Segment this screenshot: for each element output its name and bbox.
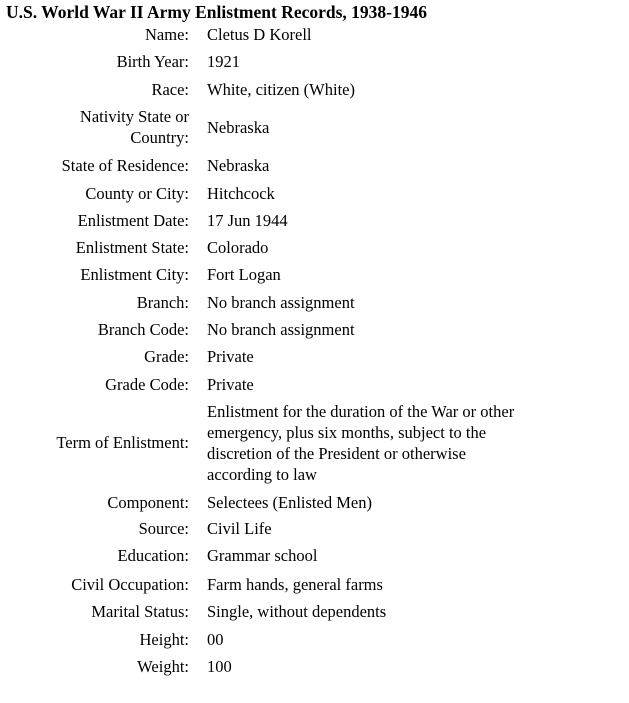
field-value-source: Civil Life — [207, 519, 272, 538]
field-label-enlistment-state: Enlistment State: — [75, 238, 189, 257]
field-label-grade: Grade: — [144, 347, 189, 366]
field-value-grade-code: Private — [207, 375, 254, 394]
field-value-weight: 100 — [207, 657, 232, 676]
field-value-birth-year: 1921 — [207, 52, 240, 71]
field-value-race: White, citizen (White) — [207, 80, 355, 99]
record-row-nativity — [0, 106, 629, 148]
field-value-component: Selectees (Enlisted Men) — [207, 493, 372, 512]
field-label-race: Race: — [151, 80, 189, 99]
record-row-branch-code — [0, 319, 629, 340]
field-label-weight: Weight: — [137, 657, 189, 676]
field-label-grade-code: Grade Code: — [105, 375, 189, 394]
field-value-education: Grammar school — [207, 546, 318, 565]
record-row-county — [0, 183, 629, 204]
record-row-birth-year — [0, 51, 629, 72]
field-value-branch-code: No branch assignment — [207, 320, 355, 339]
record-row-race — [0, 79, 629, 100]
record-row-state-of-residence — [0, 155, 629, 176]
page-title: U.S. World War II Army Enlistment Records, 1938-1946 — [6, 2, 427, 22]
field-label-enlistment-city: Enlistment City: — [80, 265, 189, 284]
field-value-term-of-enlistment: Enlistment for the duration of the War or other emergency, plus six months, subject to the discretion of the President or otherwise according to law — [207, 402, 515, 484]
record-row-enlistment-date — [0, 210, 629, 231]
field-label-nativity: Nativity State or Country: — [79, 107, 189, 147]
record-row-weight — [0, 656, 629, 677]
field-label-birth-year: Birth Year: — [116, 52, 189, 71]
record-row-enlistment-city — [0, 264, 629, 285]
record-row-height — [0, 629, 629, 650]
field-value-nativity: Nebraska — [207, 118, 270, 137]
field-value-grade: Private — [207, 347, 254, 366]
field-value-enlistment-state: Colorado — [207, 238, 269, 257]
record-row-grade-code — [0, 374, 629, 395]
record-row-marital-status — [0, 601, 629, 622]
field-label-county: County or City: — [85, 184, 189, 203]
field-value-enlistment-city: Fort Logan — [207, 265, 281, 284]
field-value-county: Hitchcock — [207, 184, 275, 203]
record-row-enlistment-state — [0, 237, 629, 258]
field-label-source: Source: — [138, 519, 189, 538]
record-row-name — [0, 24, 629, 45]
field-value-height: 00 — [207, 630, 224, 649]
field-label-height: Height: — [139, 630, 189, 649]
field-value-name: Cletus D Korell — [207, 25, 312, 44]
record-row-education — [0, 545, 629, 566]
field-label-branch: Branch: — [136, 293, 189, 312]
field-label-education: Education: — [117, 546, 189, 565]
field-label-branch-code: Branch Code: — [97, 320, 189, 339]
field-value-civil-occupation: Farm hands, general farms — [207, 575, 383, 594]
field-label-civil-occupation: Civil Occupation: — [71, 575, 189, 594]
record-row-source — [0, 518, 629, 539]
record-row-grade — [0, 346, 629, 367]
field-value-enlistment-date: 17 Jun 1944 — [207, 211, 288, 230]
field-label-component: Component: — [107, 493, 189, 512]
field-label-marital-status: Marital Status: — [91, 602, 189, 621]
field-label-term-of-enlistment: Term of Enlistment: — [56, 433, 189, 452]
record-row-term-of-enlistment — [0, 401, 629, 485]
field-label-enlistment-date: Enlistment Date: — [77, 211, 189, 230]
record-row-component — [0, 492, 629, 513]
record-row-branch — [0, 292, 629, 313]
field-value-branch: No branch assignment — [207, 293, 355, 312]
field-label-name: Name: — [145, 25, 189, 44]
record-row-civil-occupation — [0, 574, 629, 595]
field-value-marital-status: Single, without dependents — [207, 602, 387, 621]
field-value-state-of-residence: Nebraska — [207, 156, 270, 175]
field-label-state-of-residence: State of Residence: — [61, 156, 189, 175]
